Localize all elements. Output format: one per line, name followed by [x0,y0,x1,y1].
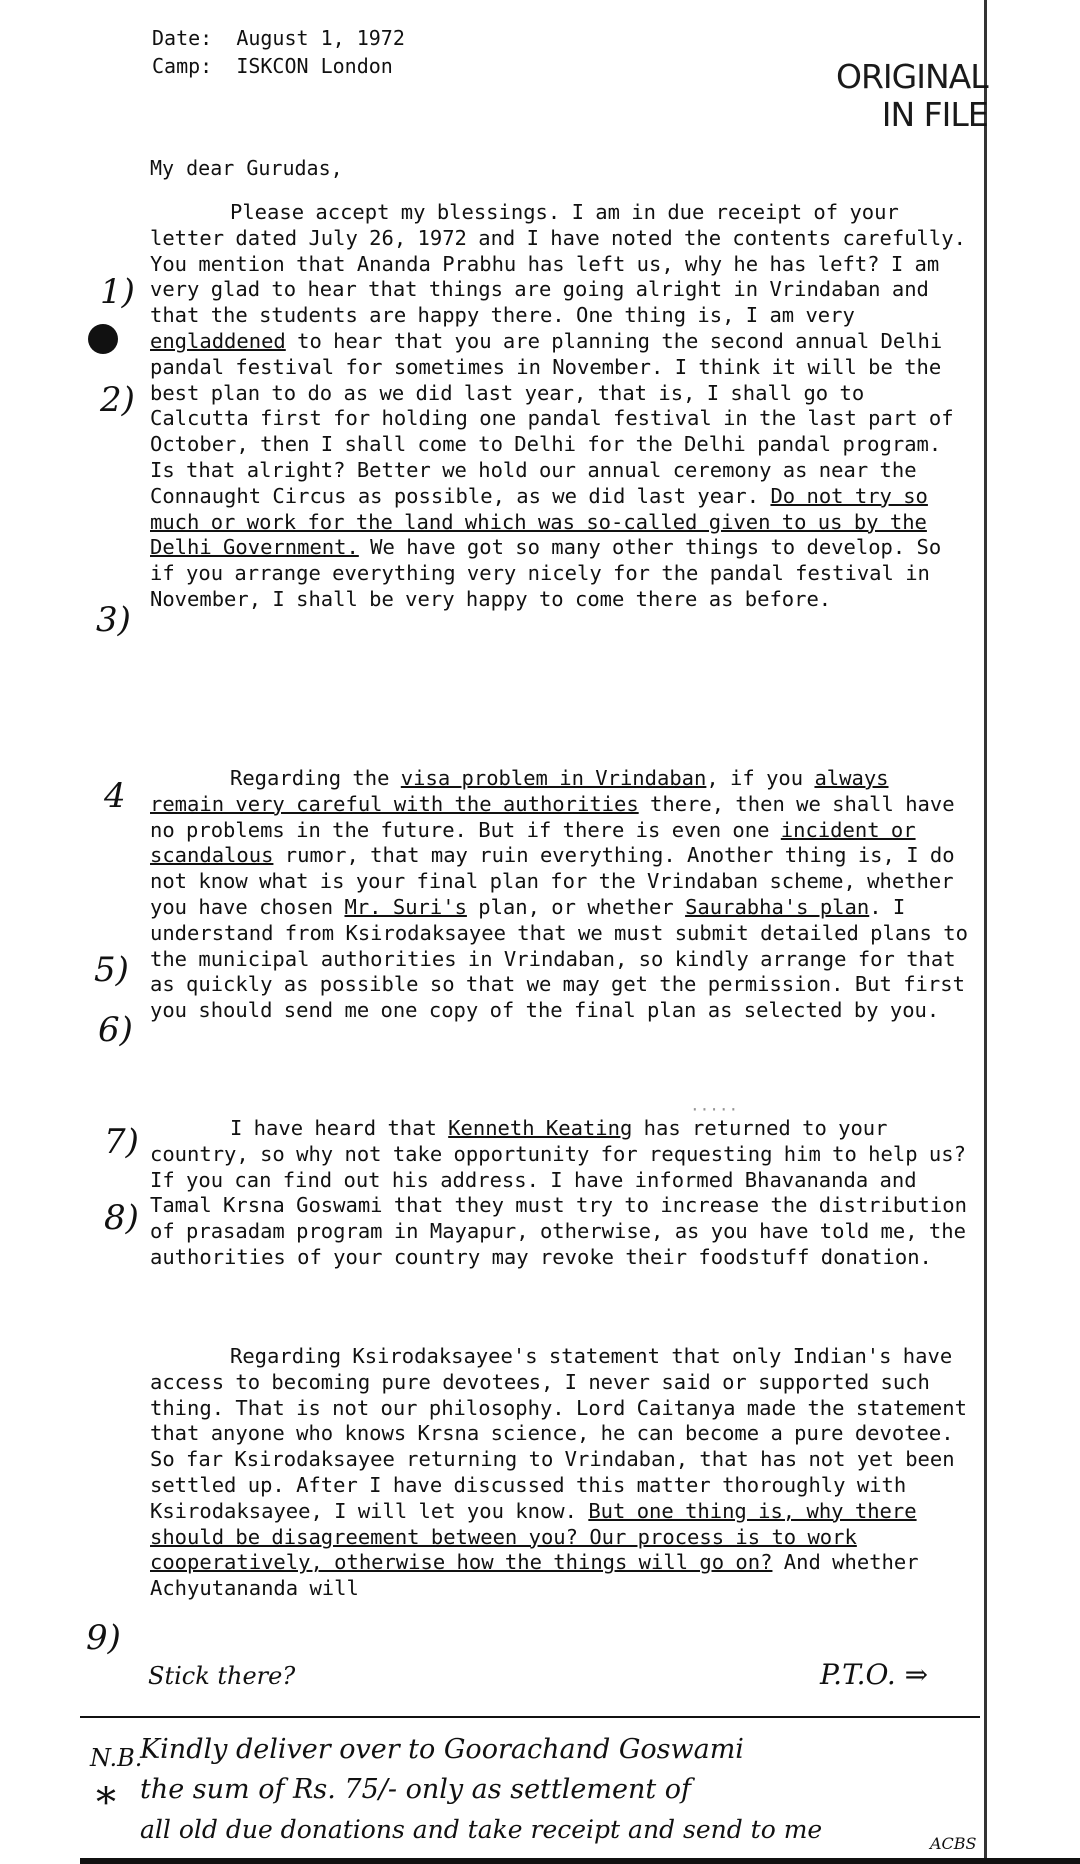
text-run: Regarding the [230,766,401,790]
initials: ACBS [930,1834,977,1853]
underlined-text: But one thing is, why there should be disagreement between you? Our process is to work cooperatively, otherwise how the things will go on? [150,1498,917,1575]
underlined-text: Kenneth Keating [448,1116,633,1140]
paragraph-1 [150,200,970,613]
text-run: We have got so many other things to develop. So if you arrange everything very nicely for the pandal festival in November, I shall be very happy to come there as before. [150,535,942,611]
text-run: has returned to your country, so why not take opportunity for requesting him to help us? If you can find out his address. I have informed Bhavananda and Tamal Krsna Goswami that they must try to increase the distribution of prasadam program in Mayapur, otherwise, as you have told me, the authorities of your country may revoke their foodstuff donation. [150,1116,967,1269]
paragraph-3 [150,1116,970,1271]
note-prefix: N.B. [90,1744,143,1772]
handwritten-stick-there: Stick there? [148,1662,296,1690]
text-run: . I understand from Ksirodaksayee that we must submit detailed plans to the municipal authorities in Vrindaban, so kindly arrange for that as quickly as possible so that we may get the permission. But first you should send me one copy of the final plan as selected by you. [150,894,968,1023]
underlined-text: Saurabha's plan [685,894,870,919]
date-label: Date: [152,26,213,50]
note-line-1: Kindly deliver over to Goorachand Goswami [140,1734,744,1765]
stamp-line-2: IN FILE [881,95,988,134]
underlined-text: Mr. Suri's [344,894,467,919]
date-value: August 1, 1972 [236,26,405,50]
date-row [152,24,405,52]
pto-mark: P.T.O. ⇒ [820,1658,929,1691]
camp-row [152,52,405,80]
stamp-line-1: ORIGINAL [836,57,988,96]
handwritten-rule [80,1716,980,1718]
margin-number-8: 8) [104,1198,139,1238]
text-run: And whether Achyutananda will [150,1550,919,1601]
bottom-edge-bar [80,1858,1080,1864]
text-run: plan, or whether [466,894,686,919]
text-run: rumor, that may ruin everything. Another thing is, I do not know what is your final plan for the Vrindaban scheme, whether you have chosen [150,843,955,919]
margin-number-2: 2) [100,380,135,420]
text-run: there, then we shall have no problems in the future. But if there is even one [150,791,955,842]
text-run: I have heard that [230,1116,449,1140]
margin-number-1: 1) [100,272,135,312]
underlined-text: visa problem in Vrindaban [400,766,707,790]
text-run: , if you [706,766,815,790]
underlined-text: Do not try so much or work for the land which was so-called given to us by the Delhi Government. [150,483,928,560]
text-run: to hear that you are planning the second annual Delhi pandal festival for sometimes in November. I think it will be the best plan to do as we did last year, that is, I shall go to Calcutta first for holding one pandal festival in the last part of October, then I shall come to Delhi for the Delhi pandal program. Is that alright? Better we hold our annual ceremony as near the Connaught Circus as possible, as we did last year. [150,328,954,508]
underlined-text: incident or scandalous [150,817,916,868]
page-edge-line [984,0,991,1864]
margin-number-7: 7) [104,1122,139,1162]
margin-number-3: 3) [96,600,131,640]
paragraph-2 [150,766,970,1024]
original-in-file-stamp [836,58,988,134]
underlined-text: always remain very careful with the authorities [150,766,889,816]
text-run: Regarding Ksirodaksayee's statement that only Indian's have access to becoming pure devotees, I never said or supported such thing. That is not our philosophy. Lord Caitanya made the statement that anyone who knows Krsna science, he can become a pure devotee. So far Ksirodaksayee returning to Vrindaban, that has not yet been settled up. After I have discussed this matter thoroughly with Ksirodaksayee, I will let you know. [150,1344,967,1523]
underlined-text: engladdened [150,328,286,353]
margin-number-6: 6) [98,1010,133,1050]
margin-number-9: 9) [86,1618,121,1658]
camp-label: Camp: [152,54,213,78]
handwritten-note [140,1730,990,1850]
paragraph-4 [150,1344,970,1602]
camp-value: ISKCON London [236,54,393,78]
margin-number-5: 5) [94,950,129,990]
bleed-through-text: ····· [690,1100,739,1119]
salutation: My dear Gurudas, [150,156,343,180]
ink-blot [88,324,118,354]
margin-number-4: 4 [104,776,126,816]
note-line-3: all old due donations and take receipt and send to me [140,1815,823,1844]
text-run: Please accept my blessings. I am in due receipt of your letter dated July 26, 1972 and I have noted the contents carefully. You mention that Ananda Prabhu has left us, why he has left? I am very glad to hear that things are going alright in Vrindaban and that the students are happy there. One thing is, I am very [150,200,966,328]
letter-header [152,24,405,80]
note-line-2: the sum of Rs. 75/- only as settlement of [140,1774,692,1805]
asterisk-mark: * [96,1780,116,1826]
